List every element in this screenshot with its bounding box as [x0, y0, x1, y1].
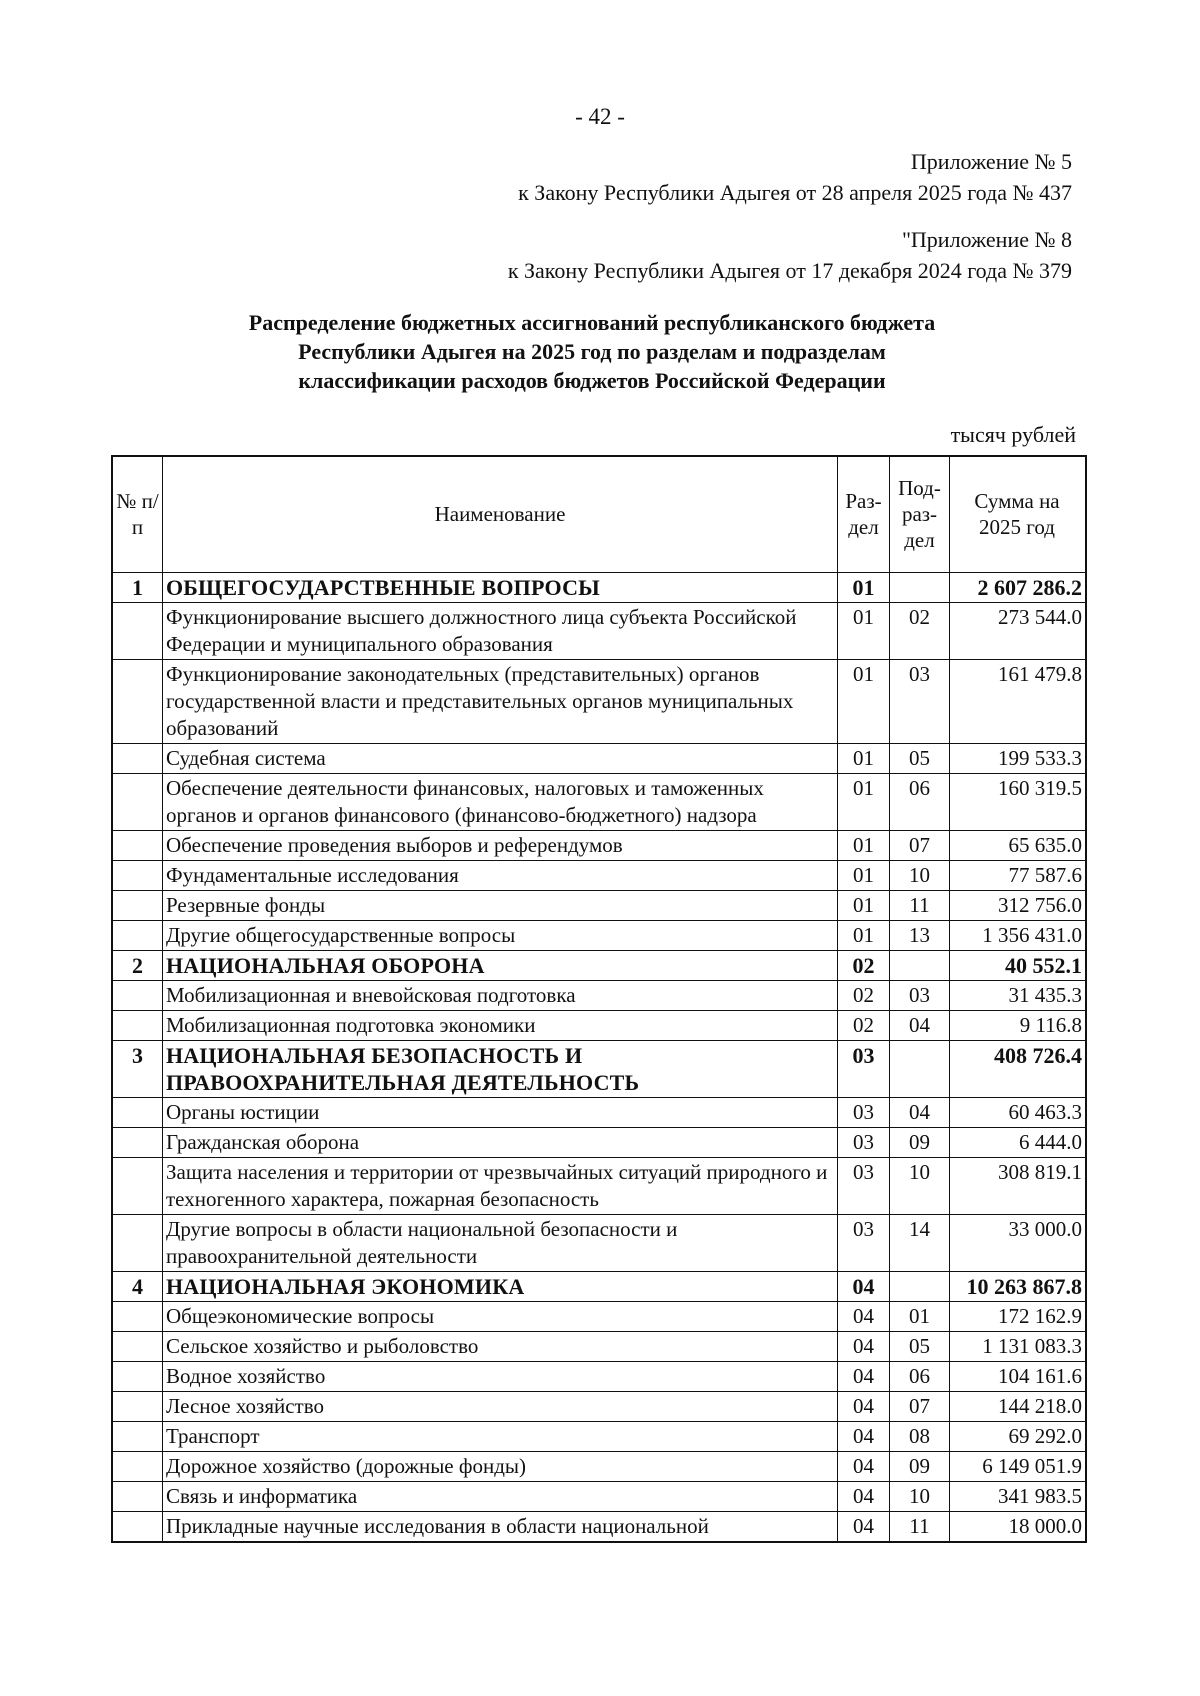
row-section-code: 03: [838, 1040, 890, 1097]
table-row: [112, 1451, 1086, 1481]
document-title: [0, 308, 1184, 395]
row-section-code: 04: [838, 1301, 890, 1331]
row-name: Обеспечение деятельности финансовых, налоговых и таможенных органов и органов финансового (финансово-бюджетного) надзора: [163, 773, 838, 830]
row-sum: 6 444.0: [950, 1127, 1087, 1157]
row-number: [112, 1301, 163, 1331]
row-subsection-code: [890, 950, 950, 980]
row-subsection-code: 07: [890, 1391, 950, 1421]
row-section-code: 02: [838, 980, 890, 1010]
row-sum: 18 000.0: [950, 1511, 1087, 1542]
row-number: [112, 980, 163, 1010]
row-sum: 273 544.0: [950, 602, 1087, 659]
row-section-code: 01: [838, 743, 890, 773]
row-sum: 9 116.8: [950, 1010, 1087, 1040]
row-name: Органы юстиции: [163, 1097, 838, 1127]
row-subsection-code: 05: [890, 1331, 950, 1361]
row-name: НАЦИОНАЛЬНАЯ БЕЗОПАСНОСТЬ И ПРАВООХРАНИТЕЛЬНАЯ ДЕЯТЕЛЬНОСТЬ: [163, 1040, 838, 1097]
header-name: Наименование: [163, 456, 838, 572]
header-section: Раз-дел: [838, 456, 890, 572]
row-subsection-code: 14: [890, 1214, 950, 1271]
table-row: [112, 1511, 1086, 1542]
row-subsection-code: 10: [890, 860, 950, 890]
row-sum: 160 319.5: [950, 773, 1087, 830]
row-name: Другие общегосударственные вопросы: [163, 920, 838, 950]
row-sum: 6 149 051.9: [950, 1451, 1087, 1481]
header-sum: Сумма на 2025 год: [950, 456, 1087, 572]
table-body: [112, 572, 1086, 1542]
table-row: [112, 1127, 1086, 1157]
row-section-code: 04: [838, 1421, 890, 1451]
row-number: [112, 860, 163, 890]
row-subsection-code: 10: [890, 1157, 950, 1214]
row-number: [112, 773, 163, 830]
appendix-original-law-reference: к Закону Республики Адыгея от 17 декабря 2024 года № 379: [507, 258, 1072, 283]
appendix-current: [518, 146, 1072, 208]
table-row: [112, 1361, 1086, 1391]
row-section-code: 01: [838, 920, 890, 950]
row-section-code: 01: [838, 890, 890, 920]
row-section-code: 04: [838, 1481, 890, 1511]
row-subsection-code: 06: [890, 773, 950, 830]
row-sum: 10 263 867.8: [950, 1271, 1087, 1301]
row-subsection-code: 06: [890, 1361, 950, 1391]
row-section-code: 01: [838, 860, 890, 890]
row-section-code: 01: [838, 602, 890, 659]
table-row: [112, 659, 1086, 743]
row-section-code: 03: [838, 1157, 890, 1214]
row-number: [112, 920, 163, 950]
row-number: [112, 743, 163, 773]
table-row: [112, 1481, 1086, 1511]
row-sum: 60 463.3: [950, 1097, 1087, 1127]
table-section-row: [112, 1040, 1086, 1097]
row-name: Лесное хозяйство: [163, 1391, 838, 1421]
row-section-code: 04: [838, 1511, 890, 1542]
row-subsection-code: 09: [890, 1451, 950, 1481]
row-subsection-code: 08: [890, 1421, 950, 1451]
header-subsection: Под-раз-дел: [890, 456, 950, 572]
row-name: Резервные фонды: [163, 890, 838, 920]
row-sum: 1 356 431.0: [950, 920, 1087, 950]
row-sum: 408 726.4: [950, 1040, 1087, 1097]
row-number: [112, 1361, 163, 1391]
row-section-code: 03: [838, 1097, 890, 1127]
row-name: НАЦИОНАЛЬНАЯ ОБОРОНА: [163, 950, 838, 980]
table-row: [112, 830, 1086, 860]
row-number: [112, 1481, 163, 1511]
row-subsection-code: [890, 1271, 950, 1301]
row-number: [112, 602, 163, 659]
row-section-code: 01: [838, 659, 890, 743]
row-number: [112, 1391, 163, 1421]
appendix-number: Приложение № 5: [910, 149, 1072, 174]
row-number: [112, 1331, 163, 1361]
row-name: Общеэкономические вопросы: [163, 1301, 838, 1331]
row-subsection-code: 04: [890, 1010, 950, 1040]
row-subsection-code: 11: [890, 890, 950, 920]
row-subsection-code: 02: [890, 602, 950, 659]
title-line-2: Республики Адыгея на 2025 год по разделам и подразделам: [298, 339, 886, 364]
row-subsection-code: 04: [890, 1097, 950, 1127]
row-name: Другие вопросы в области национальной безопасности и правоохранительной деятельности: [163, 1214, 838, 1271]
row-subsection-code: 07: [890, 830, 950, 860]
row-name: НАЦИОНАЛЬНАЯ ЭКОНОМИКА: [163, 1271, 838, 1301]
appendix-law-reference: к Закону Республики Адыгея от 28 апреля 2025 года № 437: [518, 180, 1072, 205]
budget-table: [111, 455, 1087, 1543]
row-sum: 1 131 083.3: [950, 1331, 1087, 1361]
table-section-row: [112, 572, 1086, 602]
row-name: Транспорт: [163, 1421, 838, 1451]
title-line-3: классификации расходов бюджетов Российской Федерации: [298, 368, 886, 393]
row-name: Гражданская оборона: [163, 1127, 838, 1157]
page-number: - 42 -: [575, 104, 625, 129]
row-number: [112, 1127, 163, 1157]
table-header-row: [112, 456, 1086, 572]
row-sum: 104 161.6: [950, 1361, 1087, 1391]
row-name: Прикладные научные исследования в области национальной: [163, 1511, 838, 1542]
row-name: Обеспечение проведения выборов и референдумов: [163, 830, 838, 860]
row-section-code: 03: [838, 1214, 890, 1271]
row-number: [112, 1451, 163, 1481]
row-name: Водное хозяйство: [163, 1361, 838, 1391]
row-number: [112, 830, 163, 860]
row-name: Функционирование законодательных (представительных) органов государственной власти и представительных органов муниципальных образований: [163, 659, 838, 743]
row-sum: 31 435.3: [950, 980, 1087, 1010]
table-row: [112, 1157, 1086, 1214]
row-subsection-code: [890, 572, 950, 602]
row-subsection-code: 05: [890, 743, 950, 773]
row-section-code: 04: [838, 1451, 890, 1481]
row-number: [112, 1010, 163, 1040]
row-section-code: 01: [838, 830, 890, 860]
row-sum: 65 635.0: [950, 830, 1087, 860]
row-sum: 172 162.9: [950, 1301, 1087, 1331]
table-row: [112, 1331, 1086, 1361]
row-section-code: 01: [838, 773, 890, 830]
row-number: [112, 890, 163, 920]
row-section-code: 03: [838, 1127, 890, 1157]
row-sum: 40 552.1: [950, 950, 1087, 980]
row-sum: 161 479.8: [950, 659, 1087, 743]
row-section-code: 02: [838, 950, 890, 980]
table-row: [112, 1010, 1086, 1040]
table-section-row: [112, 1271, 1086, 1301]
row-name: Функционирование высшего должностного лица субъекта Российской Федерации и муниципального образования: [163, 602, 838, 659]
appendix-original-number: "Приложение № 8: [901, 227, 1072, 252]
row-number: [112, 1097, 163, 1127]
row-number: [112, 1511, 163, 1542]
row-number: 2: [112, 950, 163, 980]
row-number: 4: [112, 1271, 163, 1301]
row-section-code: 04: [838, 1361, 890, 1391]
row-name: Мобилизационная подготовка экономики: [163, 1010, 838, 1040]
row-sum: 144 218.0: [950, 1391, 1087, 1421]
appendix-original: [508, 224, 1072, 286]
row-section-code: 04: [838, 1391, 890, 1421]
row-number: [112, 1421, 163, 1451]
row-subsection-code: 01: [890, 1301, 950, 1331]
row-sum: 77 587.6: [950, 860, 1087, 890]
row-sum: 312 756.0: [950, 890, 1087, 920]
row-subsection-code: 11: [890, 1511, 950, 1542]
row-name: Мобилизационная и вневойсковая подготовка: [163, 980, 838, 1010]
row-number: [112, 659, 163, 743]
row-number: [112, 1157, 163, 1214]
table-row: [112, 743, 1086, 773]
row-name: Связь и информатика: [163, 1481, 838, 1511]
row-sum: 69 292.0: [950, 1421, 1087, 1451]
row-name: Фундаментальные исследования: [163, 860, 838, 890]
row-sum: 2 607 286.2: [950, 572, 1087, 602]
row-sum: 33 000.0: [950, 1214, 1087, 1271]
table-row: [112, 1097, 1086, 1127]
title-line-1: Распределение бюджетных ассигнований республиканского бюджета: [248, 310, 936, 335]
table-row: [112, 1301, 1086, 1331]
table-row: [112, 860, 1086, 890]
row-section-code: 04: [838, 1271, 890, 1301]
row-name: Дорожное хозяйство (дорожные фонды): [163, 1451, 838, 1481]
row-sum: 308 819.1: [950, 1157, 1087, 1214]
row-sum: 341 983.5: [950, 1481, 1087, 1511]
row-name: ОБЩЕГОСУДАРСТВЕННЫЕ ВОПРОСЫ: [163, 572, 838, 602]
units-label: тысяч рублей: [950, 422, 1076, 447]
table-row: [112, 1421, 1086, 1451]
table-row: [112, 890, 1086, 920]
row-name: Судебная система: [163, 743, 838, 773]
table-row: [112, 920, 1086, 950]
header-num: № п/п: [112, 456, 163, 572]
row-number: 1: [112, 572, 163, 602]
table-row: [112, 1214, 1086, 1271]
row-subsection-code: 03: [890, 980, 950, 1010]
row-sum: 199 533.3: [950, 743, 1087, 773]
row-name: Защита населения и территории от чрезвычайных ситуаций природного и техногенного характера, пожарная безопасность: [163, 1157, 838, 1214]
row-number: [112, 1214, 163, 1271]
row-subsection-code: 10: [890, 1481, 950, 1511]
table-row: [112, 773, 1086, 830]
row-section-code: 04: [838, 1331, 890, 1361]
row-subsection-code: 03: [890, 659, 950, 743]
row-subsection-code: 13: [890, 920, 950, 950]
row-section-code: 01: [838, 572, 890, 602]
row-subsection-code: 09: [890, 1127, 950, 1157]
table-row: [112, 980, 1086, 1010]
table-row: [112, 602, 1086, 659]
table-section-row: [112, 950, 1086, 980]
row-number: 3: [112, 1040, 163, 1097]
row-section-code: 02: [838, 1010, 890, 1040]
row-subsection-code: [890, 1040, 950, 1097]
row-name: Сельское хозяйство и рыболовство: [163, 1331, 838, 1361]
table-row: [112, 1391, 1086, 1421]
